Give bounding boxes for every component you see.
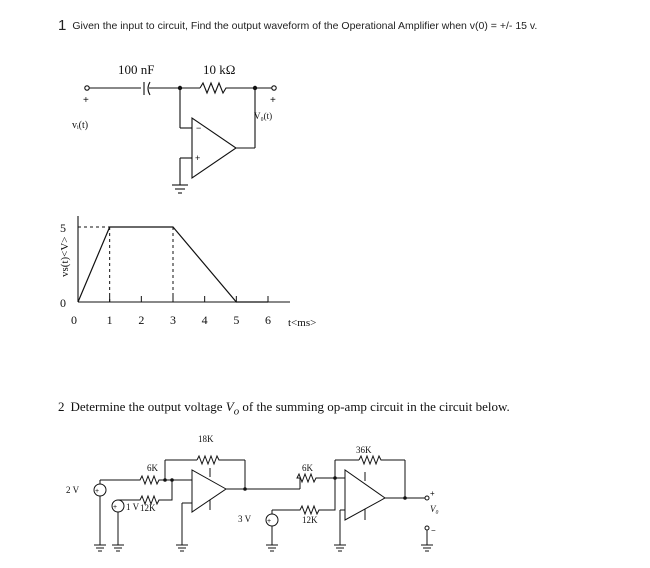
x-tick-label-4: 4 <box>201 313 208 327</box>
label-2v: 2 V <box>66 485 80 495</box>
question-2-number: 2 <box>58 399 65 414</box>
capacitor-label: 100 nF <box>118 62 155 77</box>
resistor-36k <box>359 456 405 464</box>
label-vo: V₀ <box>430 504 439 514</box>
op-amp-2-symbol <box>192 470 226 512</box>
x-tick-label-1: 1 <box>106 313 113 327</box>
label-3v: 3 V <box>238 514 252 524</box>
svg-text:+: + <box>112 504 118 511</box>
svg-text:+: + <box>266 518 272 525</box>
y-axis-label: vs(t)<V> <box>59 236 71 277</box>
label-6k-stage1: 6K <box>147 463 158 473</box>
output-voltage-label: V₀(t) <box>254 111 273 121</box>
question-2-body-end: of the summing op-amp circuit in the circuit below. <box>239 399 510 414</box>
x-tick-label-6: 6 <box>265 313 271 327</box>
label-36k: 36K <box>356 445 372 455</box>
x-tick-label-5: 5 <box>233 313 240 327</box>
label-6k-stage2: 6K <box>302 463 313 473</box>
label-output-minus: − <box>431 526 436 535</box>
question-1-number: 1 <box>58 17 67 34</box>
resistor-6k-stage2 <box>297 474 345 489</box>
input-plus-sign: + <box>83 95 89 106</box>
resistor-18k <box>197 456 245 464</box>
label-12k-stage1: 12K <box>140 503 156 513</box>
x-tick-label-3: 3 <box>170 313 176 327</box>
resistor-12k-stage2 <box>278 478 335 514</box>
output-terminal-plus <box>425 496 429 500</box>
resistor-label: 10 kΩ <box>203 62 236 77</box>
resistor-12k-stage1 <box>125 480 172 504</box>
question-2-body-start: Determine the output voltage <box>70 399 226 414</box>
label-output-plus: + <box>430 489 435 498</box>
op-amp-inverting-sign: − <box>196 123 202 133</box>
op-amp-noninverting-sign: + <box>195 153 201 163</box>
output-plus-sign: + <box>270 95 276 106</box>
svg-text:+: + <box>94 488 100 495</box>
y-tick-label-0: 0 <box>60 296 66 310</box>
y-tick-label-5: 5 <box>60 221 66 235</box>
label-18k: 18K <box>198 434 214 444</box>
x-axis-label: t<ms> <box>288 317 317 329</box>
input-voltage-label: vᵢ(t) <box>72 120 89 131</box>
x-tick-label-0: 0 <box>71 313 77 327</box>
output-terminal-minus <box>425 526 429 530</box>
output-voltage-subscript: o <box>233 405 240 418</box>
output-voltage-symbol: V <box>225 399 234 414</box>
resistor-6k-stage1 <box>110 476 192 484</box>
label-12k-stage2: 12K <box>302 515 318 525</box>
question-1-body: Given the input to circuit, Find the output waveform of the Operational Amplifier when v(0) = +/- 15 v. <box>72 20 538 32</box>
x-tick-label-2: 2 <box>138 313 145 327</box>
label-1v: 1 V <box>126 502 140 512</box>
